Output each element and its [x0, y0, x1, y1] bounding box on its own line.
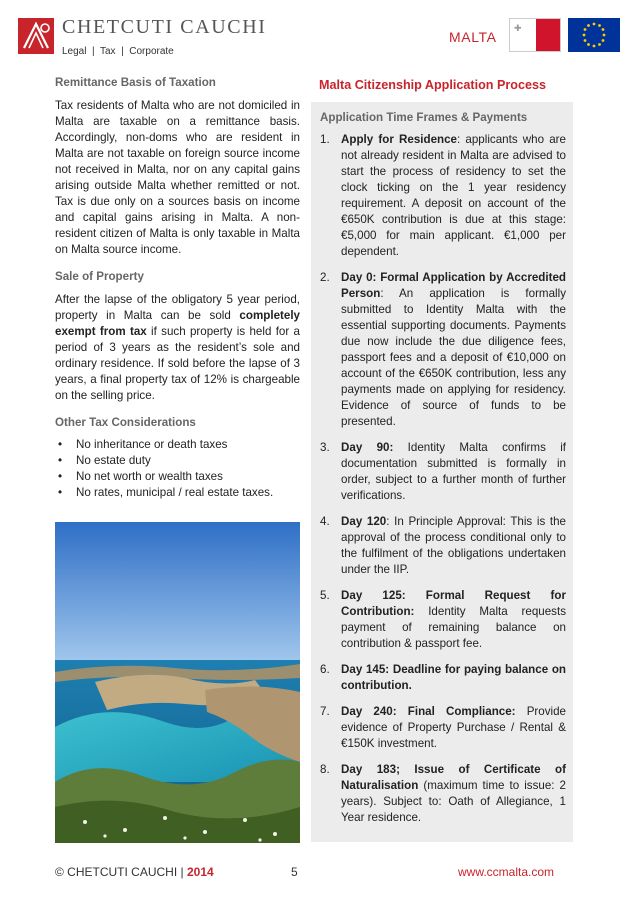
- footer-year: 2014: [186, 865, 214, 879]
- tax-bullet-list: [55, 437, 300, 501]
- list-item: • No estate duty: [58, 454, 151, 467]
- citizenship-process-title: Malta Citizenship Application Process: [319, 78, 546, 92]
- left-column: [55, 76, 300, 501]
- brand-name: CHETCUTI CAUCHI: [62, 16, 267, 38]
- page-number: 5: [291, 865, 298, 879]
- remittance-text: Tax residents of Malta who are not domiciled in Malta are taxable on a remittance basis. Accordingly, non-doms who are resident in Malta are not taxable on foreign source income not received in Malta, nor on any capital gains arising outside Malta whether remitted or not. Tax is due only on a sources basis on income and capital gains arising in Malta. A non-resident citizen of Malta is only taxable in Malta on Malta source income.: [55, 99, 300, 256]
- list-item: • No rates, municipal / real estate taxes.: [58, 486, 274, 499]
- right-column-title-area: [311, 72, 573, 92]
- page-footer: [0, 860, 638, 890]
- page-header: [0, 0, 638, 72]
- country-label: MALTA: [449, 29, 497, 45]
- list-item: • No inheritance or death taxes: [58, 438, 228, 451]
- list-item: 3. Day 90: Identity Malta confirms if documentation submitted is formally in order, subject to a further month of further verifications.: [320, 441, 567, 502]
- website-link[interactable]: www.ccmalta.com: [458, 865, 555, 879]
- list-item: 1. Apply for Residence: applicants who are not already resident in Malta are advised to start the process of residency to set the clock ticking on the 1 year residency requirement. A deposit on account of the €650K contribution is due at this stage: €5,000 for main applicant. €1,000 per dependent.: [320, 133, 566, 258]
- footer-copyright: © CHETCUTI CAUCHI | 2014: [55, 865, 214, 879]
- property-text: After the lapse of the obligatory 5 year period, property in Malta can be sold completely exempt from tax if such property is held for a period of 3 years as the resident’s sole and ordinary residence. If sold before the lapse of 3 years, a final property tax of 12% is chargeable on the selling price.: [55, 293, 300, 402]
- brand-tagline: Legal | Tax | Corporate: [62, 46, 174, 57]
- list-item: 7. Day 240: Final Compliance: Provide evidence of Property Purchase / Rental & €150K investment.: [320, 705, 567, 750]
- eu-flag-icon: [568, 18, 620, 52]
- malta-flag-icon: ✚: [509, 18, 561, 52]
- other-tax-heading: Other Tax Considerations: [55, 416, 196, 429]
- list-item: 4. Day 120: In Principle Approval: This is the approval of the process conditional only to the fulfilment of the obligations undertaken under the IIP.: [320, 515, 566, 576]
- list-item: 5. Day 125: Formal Request for Contribution: Identity Malta requests payment of remaining balance on contribution & passport fee.: [320, 589, 566, 650]
- remittance-heading: Remittance Basis of Taxation: [55, 76, 216, 89]
- list-item: 8. Day 183; Issue of Certificate of Naturalisation (maximum time to issue: 2 years). Subject to: Oath of Allegiance, 1 Year residence.: [320, 763, 566, 824]
- process-steps-list: [320, 132, 566, 836]
- logo-icon: [18, 18, 54, 54]
- timeframes-panel: [311, 102, 573, 842]
- list-item: • No net worth or wealth taxes: [58, 470, 223, 483]
- list-item: 2. Day 0: Formal Application by Accredited Person: An application is formally submitted to Identity Malta with the essential supporting documents. Payments due now include the due diligence fees, passport fees and a deposit of €10,000 on account of the €650K contribution, less any payments made on applying for residency. Evidence of source of funds to be presented.: [320, 271, 566, 428]
- coastline-photo: [55, 522, 300, 843]
- property-heading: Sale of Property: [55, 270, 144, 283]
- timeframes-heading: Application Time Frames & Payments: [320, 111, 528, 124]
- list-item: 6. Day 145: Deadline for paying balance on contribution.: [320, 663, 566, 692]
- property-exempt-bold: completely exempt from tax: [55, 309, 300, 338]
